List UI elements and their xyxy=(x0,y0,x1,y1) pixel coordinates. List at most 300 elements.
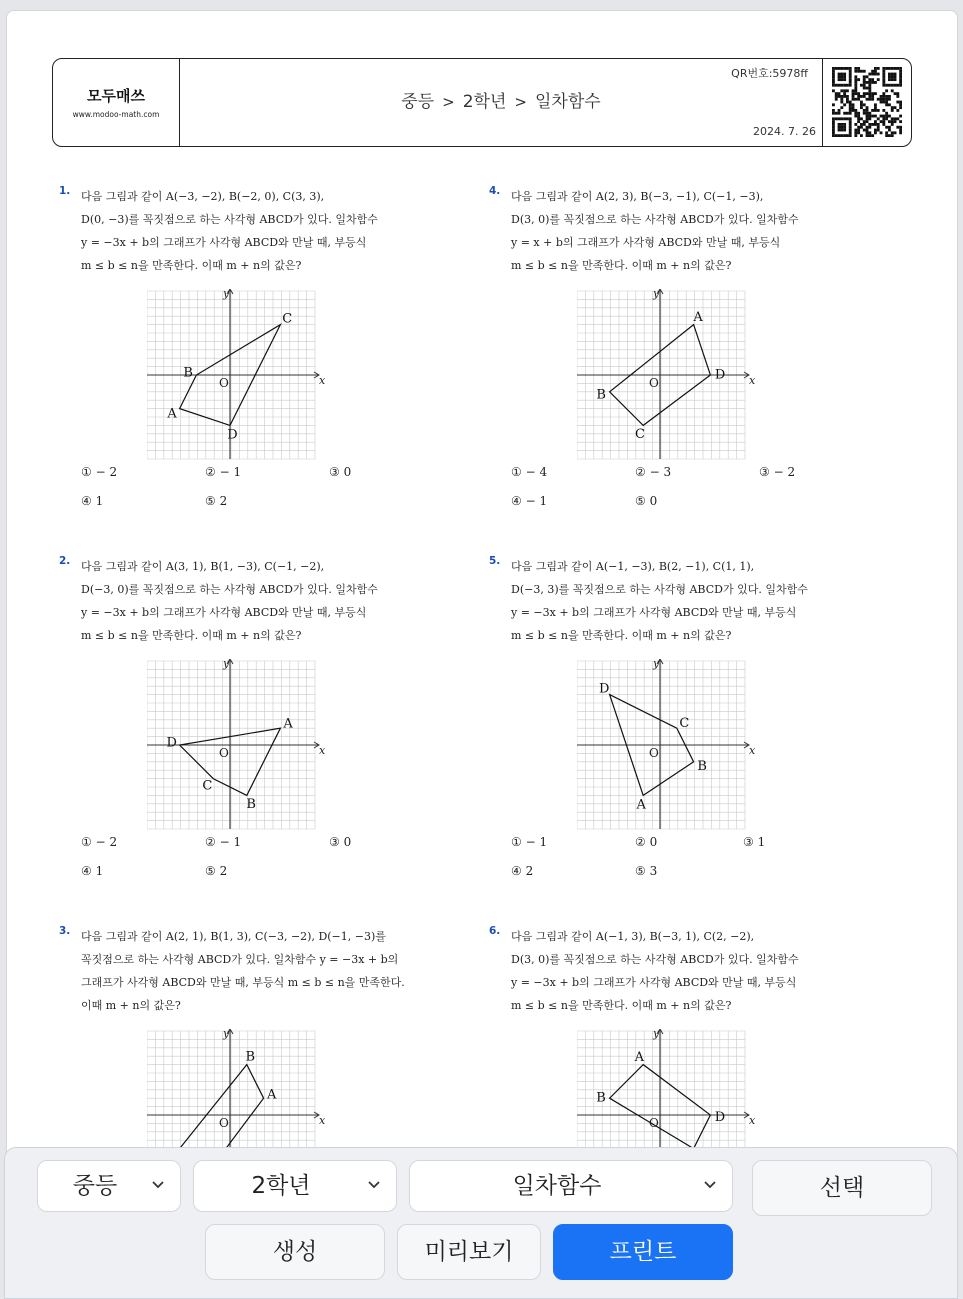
qr-module xyxy=(843,84,846,87)
qr-module xyxy=(874,92,877,95)
qr-module xyxy=(885,103,888,106)
qr-module xyxy=(899,70,902,73)
qr-module xyxy=(882,75,885,78)
qr-module xyxy=(832,89,835,92)
qr-module xyxy=(896,95,899,98)
qr-module xyxy=(857,95,860,98)
qr-module xyxy=(871,123,874,126)
qr-module xyxy=(894,73,897,76)
qr-module xyxy=(854,115,857,118)
qr-module xyxy=(899,78,902,81)
qr-module xyxy=(866,115,869,118)
qr-module xyxy=(899,115,902,118)
problem-line: 다음 그림과 같이 A(−3, −2), B(−2, 0), C(3, 3), xyxy=(81,190,325,203)
qr-module xyxy=(891,117,894,120)
qr-module xyxy=(896,126,899,129)
qr-module xyxy=(852,89,855,92)
qr-module xyxy=(854,92,857,95)
x-axis-label: x xyxy=(749,1114,756,1127)
qr-module xyxy=(840,117,843,120)
qr-module xyxy=(882,95,885,98)
qr-module xyxy=(835,92,838,95)
qr-module xyxy=(871,115,874,118)
qr-module xyxy=(846,84,849,87)
qr-module xyxy=(866,81,869,84)
qr-module xyxy=(860,106,863,109)
qr-module xyxy=(885,98,888,101)
qr-module xyxy=(832,70,835,73)
qr-module xyxy=(877,129,880,132)
qr-module xyxy=(846,112,849,115)
qr-module xyxy=(857,92,860,95)
qr-module xyxy=(838,126,841,129)
qr-module xyxy=(849,101,852,104)
qr-module xyxy=(880,101,883,104)
qr-module xyxy=(849,120,852,123)
qr-module xyxy=(832,67,835,70)
coordinate-graph xyxy=(577,659,767,834)
qr-module xyxy=(894,78,897,81)
qr-module xyxy=(866,106,869,109)
qr-module xyxy=(843,92,846,95)
choice-5[interactable]: ⑤ 2 xyxy=(205,864,228,878)
breadcrumb-level: 중등 xyxy=(401,92,435,112)
qr-module xyxy=(843,75,846,78)
origin-label: O xyxy=(219,376,229,390)
qr-module xyxy=(874,109,877,112)
y-axis-label: y xyxy=(653,289,660,300)
qr-module xyxy=(863,70,866,73)
problem-number: 4. xyxy=(489,185,501,197)
qr-module xyxy=(894,120,897,123)
qr-module xyxy=(857,120,860,123)
qr-module xyxy=(888,73,891,76)
qr-module xyxy=(835,98,838,101)
qr-module xyxy=(871,134,874,137)
problem-line: 그래프가 사각형 ABCD와 만날 때, 부등식 m ≤ b ≤ n을 만족한다. xyxy=(81,976,405,989)
qr-module xyxy=(838,84,841,87)
qr-module xyxy=(866,98,869,101)
problem-line: D(−3, 3)를 꼭짓점으로 하는 사각형 ABCD가 있다. 일차함수 xyxy=(511,583,808,596)
vertex-label-d: D xyxy=(714,1110,726,1126)
qr-module xyxy=(866,120,869,123)
vertex-label-a: A xyxy=(634,1050,645,1066)
qr-module xyxy=(885,95,888,98)
qr-module xyxy=(860,101,863,104)
qr-module xyxy=(840,129,843,132)
logo xyxy=(53,59,180,146)
qr-module xyxy=(840,98,843,101)
qr-module xyxy=(891,109,894,112)
qr-module xyxy=(863,109,866,112)
qr-module xyxy=(882,67,885,70)
vertex-label-a: A xyxy=(636,797,646,813)
qr-module xyxy=(849,81,852,84)
x-axis-label: x xyxy=(749,374,756,387)
qr-module xyxy=(835,112,838,115)
qr-module xyxy=(894,131,897,134)
preview-button[interactable]: 미리보기 xyxy=(397,1224,541,1280)
qr-module xyxy=(888,115,891,118)
print-button[interactable]: 프린트 xyxy=(553,1224,733,1280)
qr-module xyxy=(899,81,902,84)
vertex-label-b: B xyxy=(246,796,256,812)
qr-module xyxy=(832,109,835,112)
qr-module xyxy=(880,115,883,118)
qr-module xyxy=(888,126,891,129)
qr-module xyxy=(891,89,894,92)
qr-module xyxy=(894,84,897,87)
qr-module xyxy=(885,84,888,87)
control-panel xyxy=(4,1147,958,1299)
qr-module xyxy=(843,117,846,120)
qr-module xyxy=(880,95,883,98)
qr-module xyxy=(899,103,902,106)
qr-module xyxy=(857,112,860,115)
problem-line: m ≤ b ≤ n을 만족한다. 이때 m + n의 값은? xyxy=(511,629,732,642)
qr-module xyxy=(891,120,894,123)
problem-line: m ≤ b ≤ n을 만족한다. 이때 m + n의 값은? xyxy=(81,629,302,642)
qr-module xyxy=(888,120,891,123)
qr-module xyxy=(840,84,843,87)
qr-module xyxy=(835,84,838,87)
problem-number: 6. xyxy=(489,925,501,937)
qr-module xyxy=(877,67,880,70)
qr-module xyxy=(877,123,880,126)
qr-module xyxy=(871,92,874,95)
qr-module xyxy=(882,101,885,104)
level-select[interactable] xyxy=(37,1160,181,1212)
qr-module xyxy=(863,103,866,106)
problem-line: y = −3x + b의 그래프가 사각형 ABCD와 만날 때, 부등식 xyxy=(81,606,367,619)
qr-module xyxy=(846,95,849,98)
qr-module xyxy=(840,78,843,81)
qr-module xyxy=(868,117,871,120)
choice-1[interactable]: ① − 2 xyxy=(81,465,118,479)
choice-4[interactable]: ④ − 1 xyxy=(511,494,548,508)
qr-module xyxy=(863,81,866,84)
choice-3[interactable]: ③ 1 xyxy=(743,835,766,849)
qr-module xyxy=(891,134,894,137)
choice-1[interactable]: ① − 1 xyxy=(511,835,548,849)
qr-module xyxy=(882,78,885,81)
qr-module xyxy=(843,134,846,137)
qr-module xyxy=(860,134,863,137)
qr-module xyxy=(868,87,871,90)
qr-module xyxy=(849,78,852,81)
qr-module xyxy=(891,75,894,78)
origin-label: O xyxy=(219,1116,229,1130)
problem-line: D(3, 0)를 꼭짓점으로 하는 사각형 ABCD가 있다. 일차함수 xyxy=(511,213,799,226)
vertex-label-a: A xyxy=(283,716,293,732)
vertex-label-b: B xyxy=(245,1049,256,1065)
qr-module xyxy=(832,84,835,87)
chevron-down-icon xyxy=(704,1181,716,1189)
choice-2[interactable]: ② 0 xyxy=(635,835,658,849)
problem-line: y = x + b의 그래프가 사각형 ABCD와 만날 때, 부등식 xyxy=(511,236,781,249)
qr-module xyxy=(882,98,885,101)
generate-button[interactable]: 생성 xyxy=(205,1224,385,1280)
qr-module xyxy=(832,123,835,126)
qr-module xyxy=(860,117,863,120)
problem-line: y = −3x + b의 그래프가 사각형 ABCD와 만날 때, 부등식 xyxy=(511,976,797,989)
qr-module xyxy=(877,73,880,76)
qr-module xyxy=(840,126,843,129)
qr-module xyxy=(840,89,843,92)
qr-module xyxy=(899,131,902,134)
qr-module xyxy=(849,109,852,112)
qr-module xyxy=(885,117,888,120)
qr-module xyxy=(896,101,899,104)
qr-module xyxy=(868,92,871,95)
qr-number: QR번호:5978ff xyxy=(731,67,808,80)
vertex-label-c: C xyxy=(282,311,293,327)
qr-module xyxy=(877,98,880,101)
qr-module xyxy=(868,123,871,126)
qr-module xyxy=(874,103,877,106)
qr-module xyxy=(866,109,869,112)
breadcrumb-grade: 2학년 xyxy=(462,92,507,112)
choice-5[interactable]: ⑤ 0 xyxy=(635,494,658,508)
qr-module xyxy=(863,120,866,123)
choice-4[interactable]: ④ 2 xyxy=(511,864,534,878)
qr-module xyxy=(874,67,877,70)
choice-5[interactable]: ⑤ 3 xyxy=(635,864,658,878)
qr-module xyxy=(868,81,871,84)
problem-line: D(3, 0)를 꼭짓점으로 하는 사각형 ABCD가 있다. 일차함수 xyxy=(511,953,799,966)
qr-module xyxy=(838,123,841,126)
qr-module xyxy=(866,129,869,132)
qr-module xyxy=(866,131,869,134)
qr-module xyxy=(880,120,883,123)
qr-module xyxy=(894,75,897,78)
qr-module xyxy=(860,95,863,98)
qr-module xyxy=(840,106,843,109)
qr-module xyxy=(832,120,835,123)
chevron-down-icon xyxy=(152,1181,164,1189)
qr-module xyxy=(863,87,866,90)
qr-module xyxy=(860,123,863,126)
problem-line: 꼭짓점으로 하는 사각형 ABCD가 있다. 일차함수 y = −3x + b의 xyxy=(81,953,399,966)
qr-module xyxy=(888,98,891,101)
qr-module xyxy=(896,67,899,70)
qr-module xyxy=(891,84,894,87)
qr-module xyxy=(885,101,888,104)
qr-module xyxy=(896,92,899,95)
qr-module xyxy=(854,75,857,78)
qr-module xyxy=(843,67,846,70)
qr-module xyxy=(888,95,891,98)
qr-module xyxy=(854,129,857,132)
qr-module xyxy=(866,92,869,95)
select-button[interactable]: 선택 xyxy=(752,1160,932,1216)
choice-3[interactable]: ③ 0 xyxy=(329,835,352,849)
vertex-label-c: C xyxy=(634,427,645,443)
problem-text xyxy=(81,555,471,647)
qr-module xyxy=(877,117,880,120)
qr-module xyxy=(874,123,877,126)
problem-line: D(−3, 0)를 꼭짓점으로 하는 사각형 ABCD가 있다. 일차함수 xyxy=(81,583,378,596)
qr-module xyxy=(835,95,838,98)
qr-module xyxy=(882,109,885,112)
qr-module xyxy=(868,89,871,92)
choice-3[interactable]: ③ − 2 xyxy=(759,465,796,479)
qr-module xyxy=(888,103,891,106)
unit-select[interactable] xyxy=(409,1160,733,1212)
y-axis-label: y xyxy=(223,289,230,300)
qr-module xyxy=(899,84,902,87)
grade-select[interactable] xyxy=(193,1160,397,1212)
qr-module xyxy=(882,92,885,95)
x-axis-label: x xyxy=(319,374,326,387)
qr-module xyxy=(838,67,841,70)
qr-module xyxy=(832,103,835,106)
qr-module xyxy=(899,120,902,123)
qr-module xyxy=(866,112,869,115)
qr-module xyxy=(846,101,849,104)
qr-module xyxy=(852,95,855,98)
qr-module xyxy=(832,131,835,134)
qr-module xyxy=(860,103,863,106)
qr-module xyxy=(832,73,835,76)
choice-1[interactable]: ① − 4 xyxy=(511,465,548,479)
qr-module xyxy=(871,95,874,98)
qr-module xyxy=(832,81,835,84)
problem-line: m ≤ b ≤ n을 만족한다. 이때 m + n의 값은? xyxy=(81,259,302,272)
qr-module xyxy=(843,112,846,115)
coordinate-graph xyxy=(147,659,337,834)
qr-module xyxy=(840,95,843,98)
choice-1[interactable]: ① − 2 xyxy=(81,835,118,849)
qr-module xyxy=(843,126,846,129)
qr-module xyxy=(863,95,866,98)
qr-module xyxy=(891,67,894,70)
qr-module xyxy=(849,75,852,78)
qr-module xyxy=(880,131,883,134)
qr-module xyxy=(885,131,888,134)
brand-name: 모두매쓰 xyxy=(87,87,145,105)
problem-number: 1. xyxy=(59,185,71,197)
qr-module xyxy=(899,126,902,129)
qr-module xyxy=(849,70,852,73)
qr-module xyxy=(838,129,841,132)
unit-select-value: 일차함수 xyxy=(512,1173,602,1199)
choice-2[interactable]: ② − 1 xyxy=(205,835,242,849)
problem-line: m ≤ b ≤ n을 만족한다. 이때 m + n의 값은? xyxy=(511,259,732,272)
qr-module xyxy=(871,98,874,101)
qr-module xyxy=(838,109,841,112)
choice-2[interactable]: ② − 3 xyxy=(635,465,672,479)
qr-module xyxy=(838,95,841,98)
qr-module xyxy=(882,123,885,126)
qr-module xyxy=(835,67,838,70)
qr-module xyxy=(832,78,835,81)
x-axis-label: x xyxy=(319,1114,326,1127)
qr-module xyxy=(860,70,863,73)
qr-module xyxy=(874,106,877,109)
qr-module xyxy=(846,117,849,120)
choice-4[interactable]: ④ 1 xyxy=(81,494,104,508)
qr-module xyxy=(874,120,877,123)
qr-module xyxy=(882,84,885,87)
problem-line: y = −3x + b의 그래프가 사각형 ABCD와 만날 때, 부등식 xyxy=(81,236,367,249)
vertex-label-b: B xyxy=(596,1090,606,1106)
vertex-label-a: A xyxy=(167,406,177,422)
qr-module xyxy=(846,98,849,101)
qr-module xyxy=(860,126,863,129)
qr-module xyxy=(891,78,894,81)
qr-module xyxy=(868,95,871,98)
qr-module xyxy=(871,78,874,81)
problem-line: 다음 그림과 같이 A(−1, 3), B(−3, 1), C(2, −2), xyxy=(511,930,755,943)
vertex-label-b: B xyxy=(596,387,606,403)
qr-module xyxy=(882,115,885,118)
x-axis-label: x xyxy=(319,744,326,757)
qr-module xyxy=(899,106,902,109)
qr-module xyxy=(840,67,843,70)
qr-module xyxy=(871,109,874,112)
qr-module xyxy=(899,73,902,76)
chevron-down-icon xyxy=(368,1181,380,1189)
qr-module xyxy=(832,75,835,78)
qr-module xyxy=(840,101,843,104)
qr-module xyxy=(857,115,860,118)
qr-module xyxy=(877,78,880,81)
qr-module xyxy=(863,92,866,95)
vertex-label-c: C xyxy=(202,778,213,794)
qr-module xyxy=(857,67,860,70)
choice-2[interactable]: ② − 1 xyxy=(205,465,242,479)
qr-module xyxy=(843,73,846,76)
choice-3[interactable]: ③ 0 xyxy=(329,465,352,479)
problem-text xyxy=(81,185,471,277)
problem-line: D(0, −3)를 꼭짓점으로 하는 사각형 ABCD가 있다. 일차함수 xyxy=(81,213,378,226)
qr-module xyxy=(849,103,852,106)
qr-module xyxy=(854,84,857,87)
qr-module xyxy=(852,106,855,109)
qr-module xyxy=(896,109,899,112)
grade-select-value: 2학년 xyxy=(251,1173,311,1199)
choice-4[interactable]: ④ 1 xyxy=(81,864,104,878)
qr-module xyxy=(852,92,855,95)
qr-module xyxy=(846,67,849,70)
qr-module xyxy=(838,75,841,78)
qr-module xyxy=(854,109,857,112)
qr-module xyxy=(832,129,835,132)
problem-number: 5. xyxy=(489,555,501,567)
qr-module xyxy=(863,75,866,78)
qr-module xyxy=(877,109,880,112)
qr-module xyxy=(868,126,871,129)
qr-module xyxy=(852,98,855,101)
qr-module xyxy=(899,101,902,104)
qr-module xyxy=(871,73,874,76)
qr-module xyxy=(838,73,841,76)
qr-module xyxy=(843,78,846,81)
qr-module xyxy=(863,84,866,87)
qr-module xyxy=(863,123,866,126)
qr-module xyxy=(885,67,888,70)
qr-module xyxy=(874,129,877,132)
qr-module xyxy=(835,134,838,137)
qr-module xyxy=(899,75,902,78)
choice-5[interactable]: ⑤ 2 xyxy=(205,494,228,508)
qr-module xyxy=(835,117,838,120)
qr-module xyxy=(866,134,869,137)
qr-module xyxy=(849,67,852,70)
qr-module xyxy=(832,134,835,137)
breadcrumb-separator: > xyxy=(442,93,455,111)
